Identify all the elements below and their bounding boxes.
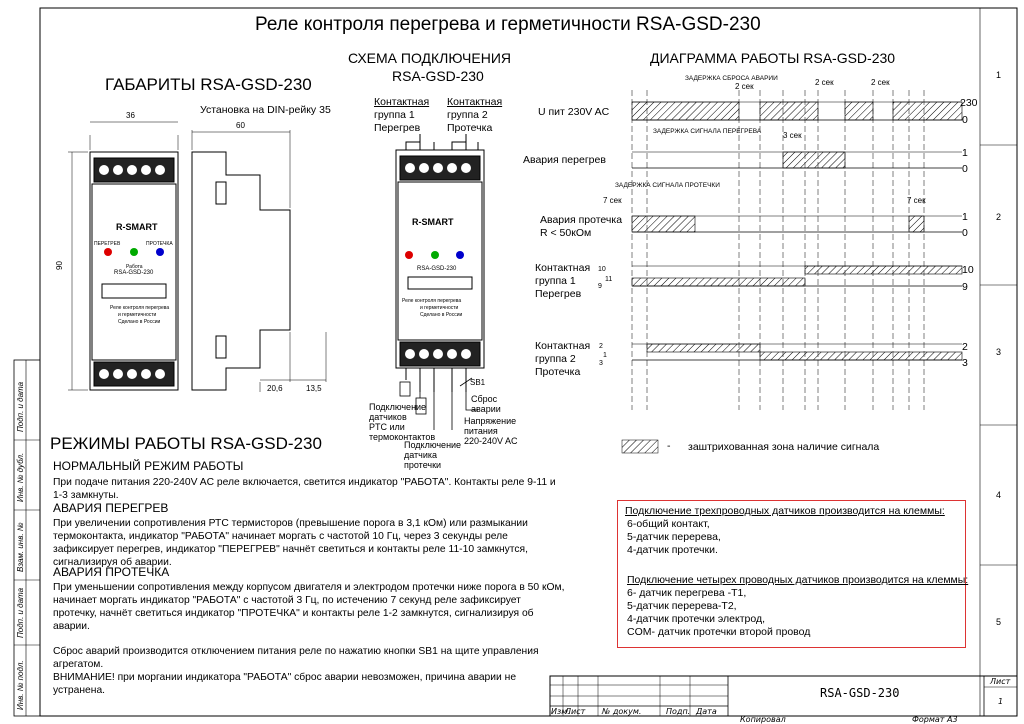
scheme-brand: R-SMART bbox=[412, 217, 454, 227]
four-wire-heading: Подключение четырех проводных датчиков производится на клеммы: bbox=[627, 574, 969, 586]
dims-heading: ГАБАРИТЫ RSA-GSD-230 bbox=[105, 75, 312, 94]
dims-led-2: Работа bbox=[126, 264, 143, 270]
timing-signal-segment bbox=[760, 102, 818, 120]
row-leak-hi: 1 bbox=[962, 211, 968, 223]
dims-led-3: ПРОТЕЧКА bbox=[146, 241, 173, 247]
overheat-heading: АВАРИЯ ПЕРЕГРЕВ bbox=[53, 501, 169, 515]
reset-delay-label: ЗАДЕРЖКА СБРОСА АВАРИИ bbox=[685, 75, 778, 82]
dim-20-6: 20,6 bbox=[267, 384, 283, 393]
four-wire-2: 5-датчик перерева-Т2, bbox=[627, 600, 737, 612]
reset-line1: Сброс аварий производится отключением питания реле по нажатию кнопки SB1 на щите управления bbox=[53, 646, 539, 657]
row-g1-pin-b: 11 bbox=[605, 276, 613, 283]
row-g2-pin-a: 2 bbox=[599, 343, 603, 350]
timing-signal-segment bbox=[632, 216, 695, 232]
dims-desc2: и герметичности bbox=[118, 312, 157, 318]
leak-line1: При уменьшении сопротивления между корпусом двигателя и электродом протечки ниже порога в 50 кОм, bbox=[53, 582, 565, 593]
stamp-sheet-label: Лист bbox=[990, 677, 1011, 686]
scheme-heading-2: RSA-GSD-230 bbox=[392, 68, 484, 84]
ptc-desc-1: Подключение bbox=[369, 402, 427, 412]
zone-1: 1 bbox=[996, 70, 1002, 80]
ptc-desc-3: PTC или bbox=[369, 422, 405, 432]
zone-2: 2 bbox=[996, 212, 1002, 222]
stamp-doc-number: RSA-GSD-230 bbox=[820, 686, 900, 700]
three-wire-3: 4-датчик протечки. bbox=[627, 544, 718, 556]
sec7-b: 7 сек bbox=[907, 196, 926, 205]
reset-line2: агрегатом. bbox=[53, 659, 104, 670]
zone-3: 3 bbox=[996, 347, 1002, 357]
overheat-delay-label: ЗАДЕРЖКА СИГНАЛА ПЕРЕГРЕВА bbox=[653, 128, 762, 135]
side-orig-inv: Инв. № подл. bbox=[16, 660, 25, 710]
modes-heading: РЕЖИМЫ РАБОТЫ RSA-GSD-230 bbox=[50, 434, 322, 453]
sec2-a: 2 сек bbox=[735, 82, 754, 91]
group1-line2: группа 1 bbox=[374, 109, 415, 121]
timing-signal-segment bbox=[760, 352, 962, 360]
sheet-title: Реле контроля перегрева и герметичности RSA-GSD-230 bbox=[255, 14, 761, 35]
legend-text: заштрихованная зона наличие сигнала bbox=[688, 441, 880, 453]
row-leak-lo: 0 bbox=[962, 227, 968, 239]
zone-4: 4 bbox=[996, 490, 1002, 500]
row-over-label: Авария перегрев bbox=[523, 154, 606, 166]
four-wire-1: 6- датчик перегрева -Т1, bbox=[627, 587, 747, 599]
row-upit-lo: 0 bbox=[962, 114, 968, 126]
side-replace-inv: Взам. инв. № bbox=[16, 522, 25, 572]
dims-desc3: Сделано в России bbox=[118, 319, 161, 325]
row-g2-hi: 2 bbox=[962, 341, 968, 353]
timing-signal-segment bbox=[893, 102, 962, 120]
three-wire-1: 6-общий контакт, bbox=[627, 518, 710, 530]
sec2-b: 2 сек bbox=[815, 78, 834, 87]
row-g1-label3: Перегрев bbox=[535, 288, 582, 300]
stamp-format: Формат А3 bbox=[912, 715, 958, 724]
four-wire-4: COM- датчик протечки второй провод bbox=[627, 626, 811, 638]
overheat-line1: При увеличении сопротивления РТС термисторов (превышение порога в 3,1 кОм) или размыкании bbox=[53, 518, 528, 529]
row-g1-label2: группа 1 bbox=[535, 275, 576, 287]
row-g2-label: Контактная bbox=[535, 340, 591, 352]
ptc-desc-4: термоконтактов bbox=[369, 432, 436, 442]
row-g1-lo: 9 bbox=[962, 281, 968, 293]
side-sign-date-1: Подп. и дата bbox=[16, 381, 25, 432]
stamp-col-date: Дата bbox=[696, 707, 717, 716]
legend-swatch bbox=[622, 440, 658, 454]
ptc-desc-2: датчиков bbox=[369, 412, 407, 422]
row-over-hi: 1 bbox=[962, 147, 968, 159]
scheme-desc3: Сделано в России bbox=[420, 312, 463, 318]
dim-90: 90 bbox=[55, 261, 64, 270]
overheat-line4: сигнализируя об аварии. bbox=[53, 557, 172, 568]
timing-heading: ДИАГРАММА РАБОТЫ RSA-GSD-230 bbox=[650, 50, 896, 66]
leak-desc-3: протечки bbox=[404, 460, 442, 470]
stamp-col-rev: Изм. bbox=[551, 707, 570, 716]
legend-dash: - bbox=[667, 440, 671, 452]
timing-signal-segment bbox=[909, 216, 924, 232]
row-g1-pin-a: 10 bbox=[598, 266, 606, 273]
row-g1-label: Контактная bbox=[535, 262, 591, 274]
dimension-drawing bbox=[50, 100, 410, 430]
sec7-a: 7 сек bbox=[603, 196, 622, 205]
scheme-desc2: и герметичности bbox=[420, 305, 459, 311]
timing-signal-segment bbox=[845, 102, 873, 120]
scheme-model: RSA-GSD-230 bbox=[417, 266, 457, 272]
sb1-label: SB1 bbox=[470, 378, 486, 387]
leak-line3: протечку, начнёт светиться индикатор "ПРОТЕЧКА" и контакты реле 1-2 замкнутся, сигнализируя об bbox=[53, 608, 534, 619]
dim-13-5: 13,5 bbox=[306, 384, 322, 393]
timing-signal-segment bbox=[647, 344, 760, 352]
dims-led-1: ПЕРЕГРЕВ bbox=[94, 241, 121, 247]
leak-line2: начинает моргать индикатор "РАБОТА" с частотой 3 Гц, по истечению 7 секунд реле зафиксирует bbox=[53, 595, 521, 606]
dims-desc1: Реле контроля перегрева bbox=[110, 305, 170, 311]
row-g1-hi: 10 bbox=[962, 264, 974, 276]
scheme-heading-1: СХЕМА ПОДКЛЮЧЕНИЯ bbox=[348, 50, 511, 66]
leak-desc-2: датчика bbox=[404, 450, 438, 460]
din-label: Установка на DIN-рейку 35 bbox=[200, 104, 331, 116]
stamp-col-doc: № докум. bbox=[602, 707, 642, 716]
row-leak-label: Авария протечка bbox=[540, 214, 623, 226]
row-over-lo: 0 bbox=[962, 163, 968, 175]
four-wire-3: 4-датчик протечки электрод, bbox=[627, 613, 765, 625]
overheat-line2: термоконтакта, индикатор "РАБОТА" начинает моргать с частотой 10 Гц, через 3 секунды реле bbox=[53, 531, 508, 542]
timing-signal-segment bbox=[805, 266, 962, 274]
group2-line1: Контактная bbox=[447, 96, 503, 108]
row-g2-pin-c: 3 bbox=[599, 360, 603, 367]
row-upit-label: U пит 230V AC bbox=[538, 106, 610, 118]
overheat-line3: зафиксирует перегрев, индикатор "ПЕРЕГРЕВ" начнёт светиться и контакты реле 11-10 замкнутся, bbox=[53, 544, 528, 555]
timing-signal-segment bbox=[632, 102, 739, 120]
group1-line1: Контактная bbox=[374, 96, 430, 108]
sb1-desc-1: Сброс bbox=[471, 394, 498, 404]
row-g2-label3: Протечка bbox=[535, 366, 581, 378]
normal-heading: НОРМАЛЬНЫЙ РЕЖИМ РАБОТЫ bbox=[53, 459, 244, 473]
power-desc-1: Напряжение bbox=[464, 416, 517, 426]
timing-signal-segment bbox=[783, 152, 845, 168]
stamp-col-sheet: Лист bbox=[565, 707, 586, 716]
row-g2-pin-b: 1 bbox=[603, 352, 607, 359]
scheme-desc1: Реле контроля перегрева bbox=[402, 298, 462, 304]
dims-brand: R-SMART bbox=[116, 222, 158, 232]
stamp-copied: Копировал bbox=[740, 715, 786, 724]
dims-model: RSA-GSD-230 bbox=[114, 270, 154, 276]
leak-heading: АВАРИЯ ПРОТЕЧКА bbox=[53, 565, 170, 579]
row-g2-lo: 3 bbox=[962, 357, 968, 369]
row-upit-hi: 230 bbox=[960, 97, 978, 109]
normal-line2: 1-3 замкнуты. bbox=[53, 490, 119, 501]
leak-line4: аварии. bbox=[53, 621, 90, 632]
row-leak-label2: R < 50кОм bbox=[540, 227, 592, 239]
leak-desc-1: Подключение bbox=[404, 440, 462, 450]
sec3-label: 3 сек bbox=[783, 131, 802, 140]
timing-signal-segment bbox=[632, 278, 805, 286]
sb1-desc-2: аварии bbox=[471, 404, 501, 414]
leak-delay-label: ЗАДЕРЖКА СИГНАЛА ПРОТЕЧКИ bbox=[615, 182, 720, 189]
warn-line2: устранена. bbox=[53, 685, 106, 696]
dim-60: 60 bbox=[236, 121, 245, 130]
group2-line3: Протечка bbox=[447, 122, 493, 134]
three-wire-heading: Подключение трехпроводных датчиков производится на клеммы: bbox=[625, 505, 945, 517]
side-dup-inv: Инв. № дубл. bbox=[16, 452, 25, 502]
row-g1-pin-c: 9 bbox=[598, 283, 602, 290]
group1-line3: Перегрев bbox=[374, 122, 421, 134]
power-desc-2: питания bbox=[464, 426, 498, 436]
warn-line1: ВНИМАНИЕ! при моргании индикатора "РАБОТА" сброс аварии невозможен, причина аварии не bbox=[53, 672, 517, 683]
stamp-col-sign: Подп. bbox=[666, 707, 691, 716]
row-g2-label2: группа 2 bbox=[535, 353, 576, 365]
normal-line1: При подаче питания 220-240V AC реле включается, светится индикатор "РАБОТА". Контакты реле 9-11 и bbox=[53, 477, 556, 488]
group2-line2: группа 2 bbox=[447, 109, 488, 121]
sec2-c: 2 сек bbox=[871, 78, 890, 87]
dim-36: 36 bbox=[126, 111, 135, 120]
three-wire-2: 5-датчик перерева, bbox=[627, 531, 721, 543]
zone-5: 5 bbox=[996, 617, 1002, 627]
stamp-sheet-number: 1 bbox=[998, 697, 1004, 706]
side-sign-date-2: Подп. и дата bbox=[16, 587, 25, 638]
power-desc-3: 220-240V AC bbox=[464, 436, 518, 446]
